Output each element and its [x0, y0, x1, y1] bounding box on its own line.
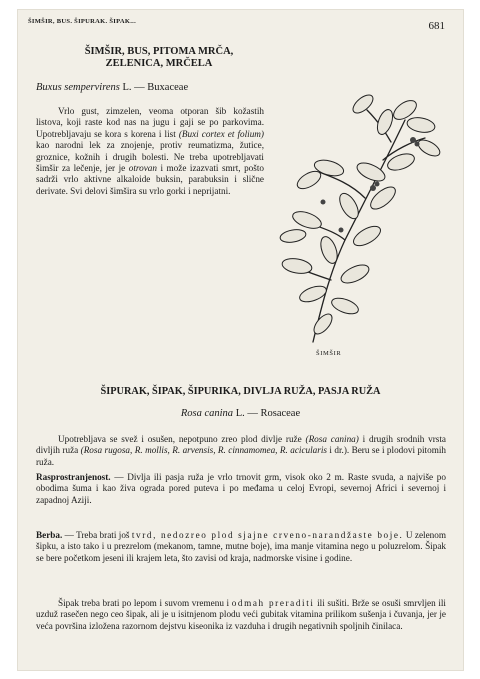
- section-title-sipurak: ŠIPURAK, ŠIPAK, ŠIPURIKA, DIVLJA RUŽA, PASJA RUŽA: [100, 386, 381, 397]
- text-run-italic: (Rosa rugosa, R. mollis, R. arvensis, R. cinnamomea, R. acicularis: [80, 445, 327, 456]
- text-run: i može izazvati smrt, pošto sadrži vrlo aktivne alkaloide buksin, parabuksin i slične derivate. Svi delovi šimšira su vrlo gorki i neprijatni.: [36, 163, 264, 196]
- section-title-simsir: [44, 46, 274, 70]
- text-run: — Treba brati još: [62, 530, 132, 540]
- paragraph-harvest: [36, 530, 446, 564]
- text-run: i dr.). Beru se i plodovi pitomih ruža.: [36, 445, 446, 467]
- text-run-italic: (Rosa canina): [305, 434, 359, 444]
- text-run-spaced: tvrd, nedozreo plod sjajne crveno-narandžaste boje.: [131, 530, 404, 540]
- text-run: kao narodni lek za znojenje, protiv reumatizma, žutice, groznice, kožnih i drugih bolesti. Ne treba upotrebljavati šimšir za lečenje, jer je: [36, 140, 264, 174]
- text-run: U zelenom šipku, a isto tako i u prezrelom (mekanom, tamne, mutne boje), ima manje vitamina nego u poluzrelom. Šipak se bere početkom jeseni ili krajem leta, što zavisi od kraja, nadmorske visine i godine.: [36, 530, 446, 563]
- text-run: Vrlo gust, zimzelen, veoma otporan šib kožastih listova, koji raste kod nas na jugu i gaji se po parkovima. Upotrebljavaju se kora s korena i list: [36, 106, 264, 139]
- paragraph-distribution: [36, 472, 446, 506]
- paragraph-label: Rasprostranjenost.: [36, 472, 111, 482]
- text-run-italic: otrovan: [128, 163, 157, 174]
- title-line-2: ZELENICA, MRČELA: [105, 58, 213, 69]
- illustration-caption: ŠIMŠIR: [316, 350, 342, 357]
- text-run-italic: (Buxi cortex et folium): [178, 128, 264, 139]
- running-head: ŠIMŠIR, BUS. ŠIPURAK. ŠIPAK...: [28, 18, 137, 25]
- latin-name-buxus: [36, 82, 276, 93]
- latin-binomial: Rosa canina: [180, 408, 234, 419]
- text-run: Upotrebljava se svež i osušen, nepotpuno zreo plod divlje ruže: [58, 434, 306, 444]
- text-run: — Divlja ili pasja ruža je vrlo trnovit grm, visok oko 2 m. Raste svuda, a najviše po obodima šuma i kao živa ograda pored puteva i po međama u celoj Evropi, severnoj Africi i severnoj i zapadnoj Aziji.: [36, 472, 446, 505]
- title-line-1: ŠIMŠIR, BUS, PITOMA MRČA,: [84, 46, 234, 57]
- simsir-description: [36, 106, 264, 197]
- latin-binomial: Buxus sempervirens: [36, 82, 120, 93]
- text-run: Šipak treba brati po lepom i suvom vremenu i: [58, 598, 232, 608]
- latin-name-rosa: [18, 408, 463, 419]
- paragraph-processing: [36, 598, 446, 632]
- text-run-spaced: odmah preraditi: [231, 598, 315, 608]
- boxwood-illustration: [253, 80, 443, 350]
- text-run: ili sušiti. Brže se osuši smrvljen ili uzduž rasečen nego ceo šipak, ali je u isitnjenom plodu veći gubitak vitamina prilikom sušenja i čuvanja, jer je veća površina izložena razornom dejstvu kiseonika iz vazduha i drugih negativnih spoljnih činilaca.: [36, 598, 446, 631]
- text-run: i drugih srodnih vrsta divljih ruža: [36, 434, 447, 456]
- latin-family: L. — Rosaceae: [233, 408, 301, 419]
- paragraph-usage: [36, 434, 446, 468]
- latin-family: L. — Buxaceae: [119, 82, 189, 93]
- paragraph-label: Berba.: [36, 530, 63, 540]
- page-number: 681: [428, 20, 445, 32]
- book-page: [18, 10, 463, 670]
